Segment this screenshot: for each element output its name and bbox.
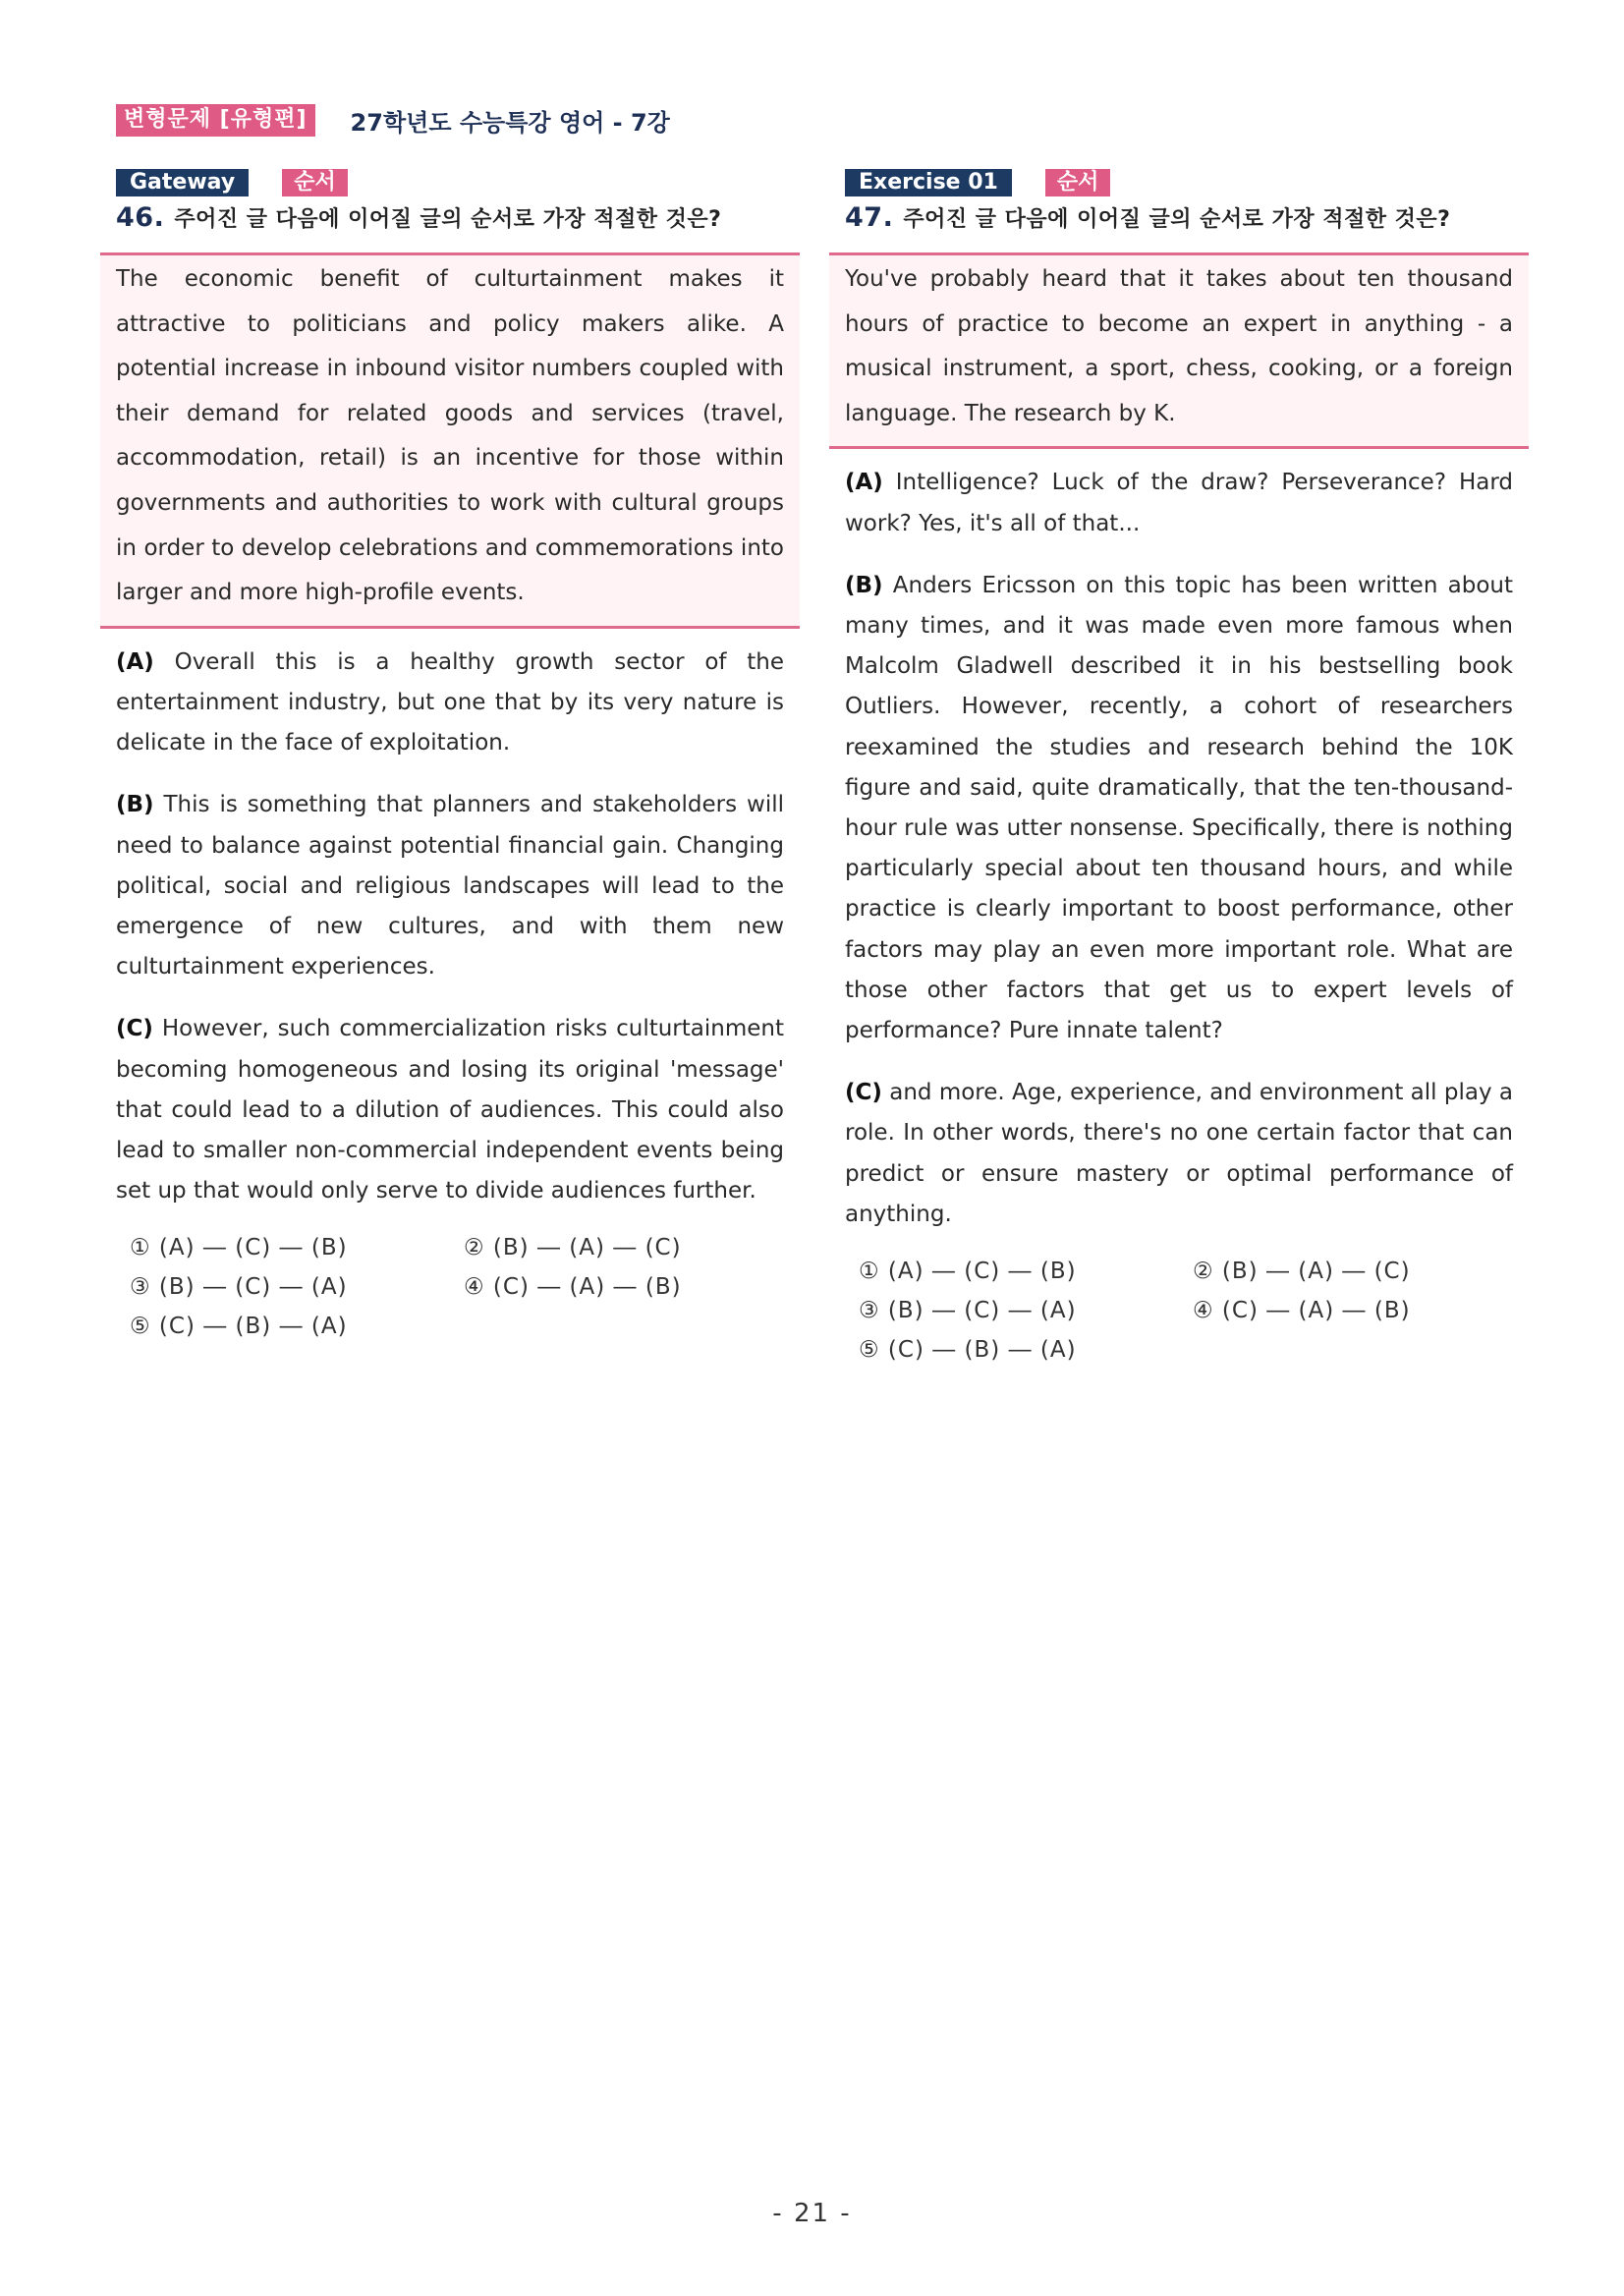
choice-5[interactable]: ⑤ (C) ― (B) ― (A) bbox=[130, 1314, 348, 1340]
choice-2[interactable]: ② (B) ― (A) ― (C) bbox=[464, 1235, 682, 1261]
choice-4[interactable]: ④ (C) ― (A) ― (B) bbox=[1193, 1298, 1411, 1324]
page-number: - 21 - bbox=[772, 2199, 852, 2228]
question-title bbox=[116, 202, 800, 233]
choice-5[interactable]: ⑤ (C) ― (B) ― (A) bbox=[859, 1337, 1077, 1364]
given-passage bbox=[100, 252, 800, 629]
section-tag: Gateway bbox=[116, 169, 249, 196]
paragraph-b: (B) Anders Ericsson on this topic has been written about many times, and it was made even more famous when Malcolm Gladwell described it in his bestselling book Outliers. However, recently, a cohort of researchers reexamined the studies and research behind the 10K figure and said, quite dramatically, that the ten-thousand-hour rule was utter nonsense. Specifically, there is nothing particularly special about ten thousand hours, and while practice is clearly important to boost performance, other factors may play an even more important role. What are those other factors that get us to expert levels of performance? Pure innate talent? bbox=[845, 572, 1513, 1044]
choice-2[interactable]: ② (B) ― (A) ― (C) bbox=[1193, 1259, 1411, 1285]
page-header bbox=[116, 102, 670, 138]
choice-3[interactable]: ③ (B) ― (C) ― (A) bbox=[859, 1298, 1077, 1324]
type-tag: 순서 bbox=[282, 169, 348, 196]
paragraph-a: (A) Overall this is a healthy growth sector of the entertainment industry, but one that by its very nature is delicate in the face of exploitation. bbox=[116, 648, 784, 756]
question-tags bbox=[845, 169, 1529, 196]
answer-choices bbox=[859, 1259, 1529, 1363]
question-47 bbox=[829, 169, 1529, 1363]
answer-choices bbox=[130, 1235, 800, 1339]
question-text: 주어진 글 다음에 이어질 글의 순서로 가장 적절한 것은? bbox=[174, 207, 722, 232]
section-tag: Exercise 01 bbox=[845, 169, 1012, 196]
given-text: You've probably heard that it takes about ten thousand hours of practice to become an expert in anything - a musical instrument, a sport, chess, cooking, or a foreign language. The research by K. bbox=[845, 266, 1513, 426]
choice-4[interactable]: ④ (C) ― (A) ― (B) bbox=[464, 1274, 682, 1301]
paragraph-a: (A) Intelligence? Luck of the draw? Perseverance? Hard work? Yes, it's all of that... bbox=[845, 470, 1513, 536]
header-title: 27학년도 수능특강 영어 - 7강 bbox=[350, 108, 670, 137]
choice-3[interactable]: ③ (B) ― (C) ― (A) bbox=[130, 1274, 348, 1301]
paragraph-c: (C) However, such commercialization risks culturtainment becoming homogeneous and losing its original 'message' that could lead to a dilution of audiences. This could also lead to smaller non-commercial independent events being set up that would only serve to divide audiences further. bbox=[116, 1016, 784, 1204]
question-number: 46. bbox=[116, 202, 165, 233]
question-46 bbox=[100, 169, 800, 1339]
question-title bbox=[845, 202, 1529, 233]
question-number: 47. bbox=[845, 202, 894, 233]
question-text: 주어진 글 다음에 이어질 글의 순서로 가장 적절한 것은? bbox=[903, 207, 1451, 232]
question-tags bbox=[116, 169, 800, 196]
choice-1[interactable]: ① (A) ― (C) ― (B) bbox=[859, 1259, 1077, 1285]
paragraph-b: (B) This is something that planners and stakeholders will need to balance against potential financial gain. Changing political, social and religious landscapes will lead to the emergence of new cultures, and with them new culturtainment experiences. bbox=[116, 792, 784, 980]
variant-tag: 변형문제 [유형편] bbox=[116, 104, 315, 137]
paragraph-c: (C) and more. Age, experience, and environment all play a role. In other words, there's no one certain factor that can predict or ensure mastery or optimal performance of anything. bbox=[845, 1080, 1513, 1227]
type-tag: 순서 bbox=[1045, 169, 1111, 196]
given-passage bbox=[829, 252, 1529, 449]
choice-1[interactable]: ① (A) ― (C) ― (B) bbox=[130, 1235, 348, 1261]
given-text: The economic benefit of culturtainment makes it attractive to politicians and policy makers alike. A potential increase in inbound visitor numbers coupled with their demand for related goods and services (travel, accommodation, retail) is an incentive for those within governments and authorities to work with cultural groups in order to develop celebrations and commemorations into larger and more high-profile events. bbox=[116, 266, 784, 606]
